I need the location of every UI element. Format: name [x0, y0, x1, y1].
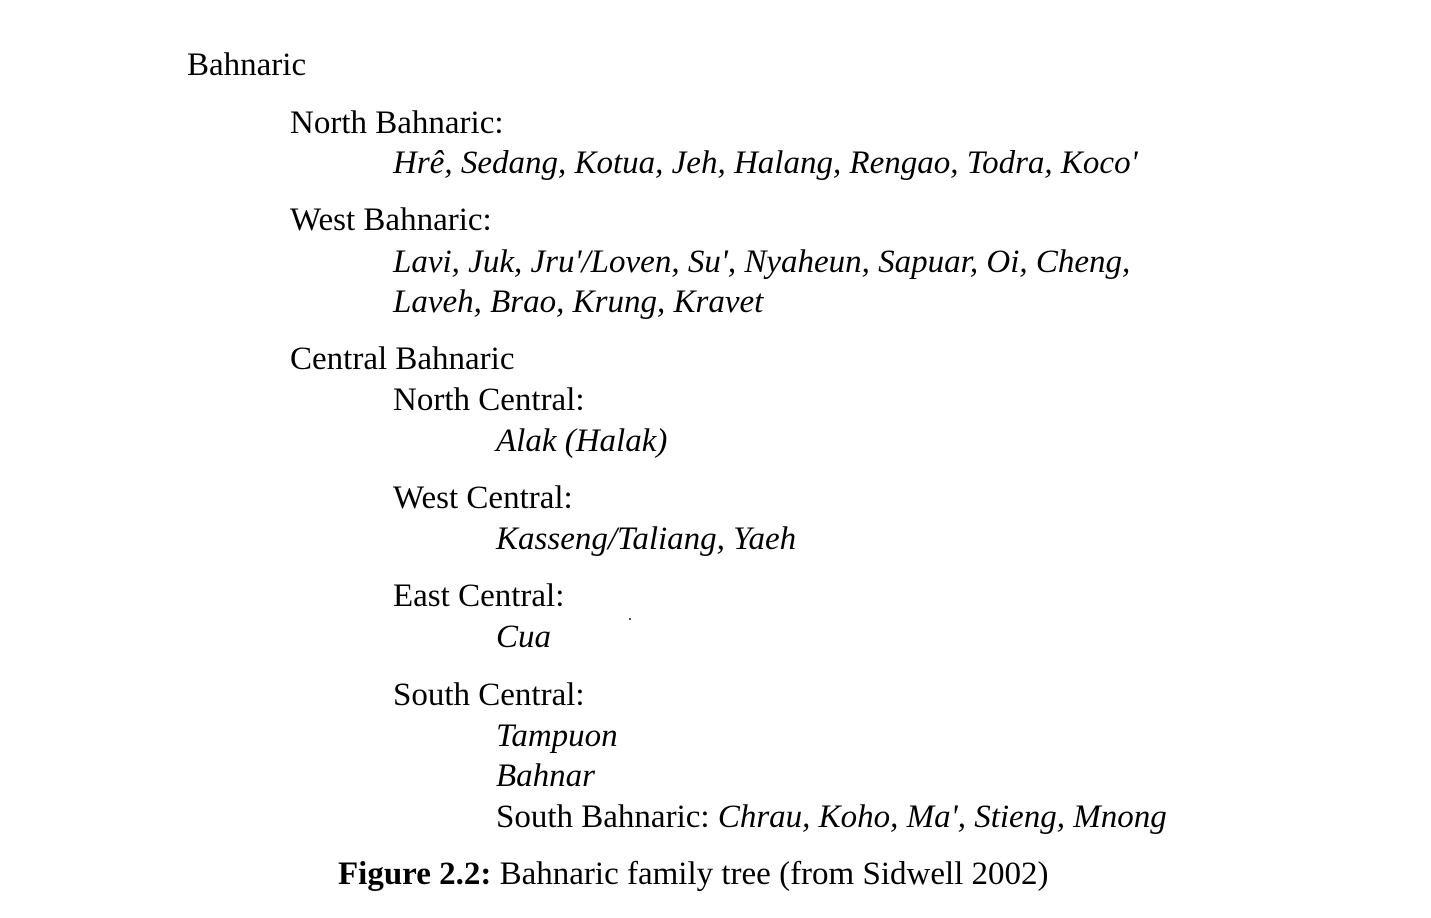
- south-bahnaric-row: [496, 801, 1167, 834]
- figure-caption: [338, 858, 1049, 891]
- root-label: Bahnaric: [187, 47, 307, 83]
- north-bahnaric-languages: Hrê, Sedang, Kotua, Jeh, Halang, Rengao, Todra, Koco': [393, 145, 1138, 181]
- west-bahnaric-label: West Bahnaric:: [290, 202, 492, 238]
- south-central-label: South Central:: [393, 677, 585, 713]
- north-bahnaric-label: North Bahnaric:: [290, 105, 504, 141]
- south-central-language-tampuon: Tampuon: [496, 718, 618, 754]
- stray-dot: [629, 618, 631, 620]
- south-central-language-bahnar: Bahnar: [496, 758, 595, 794]
- north-central-languages: Alak (Halak): [496, 423, 668, 459]
- west-central-languages: Kasseng/Taliang, Yaeh: [496, 521, 797, 557]
- central-bahnaric-label: Central Bahnaric: [290, 341, 515, 377]
- west-central-label: West Central:: [393, 480, 573, 516]
- west-bahnaric-languages-line2: Laveh, Brao, Krung, Kravet: [393, 284, 764, 320]
- east-central-label: East Central:: [393, 578, 565, 614]
- figure-caption-text: Bahnaric family tree (from Sidwell 2002): [491, 856, 1049, 892]
- north-central-label: North Central:: [393, 382, 585, 418]
- figure-caption-label: Figure 2.2:: [338, 856, 492, 892]
- west-bahnaric-languages-line1: Lavi, Juk, Jru'/Loven, Su', Nyaheun, Sapuar, Oi, Cheng,: [393, 244, 1131, 280]
- south-bahnaric-languages: Chrau, Koho, Ma', Stieng, Mnong: [717, 799, 1167, 835]
- south-bahnaric-label: South Bahnaric:: [496, 799, 718, 835]
- east-central-languages: Cua: [496, 619, 552, 655]
